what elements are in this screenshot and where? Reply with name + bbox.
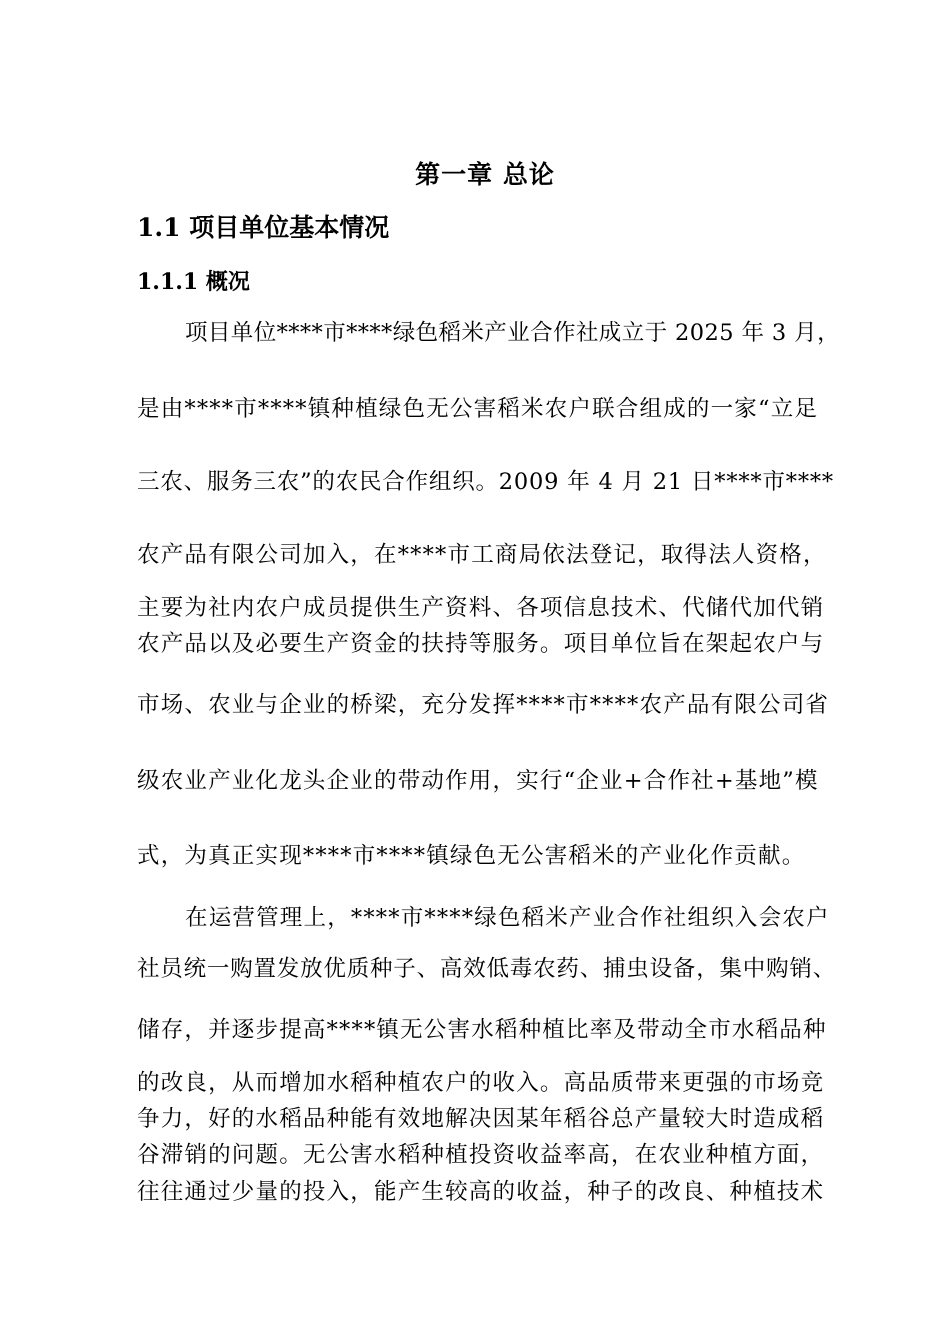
chapter-title: 第一章 总论 xyxy=(415,160,555,189)
paragraph-line: 往往通过少量的投入，能产生较高的收益，种子的改良、种植技术 xyxy=(137,1179,825,1205)
paragraph-line: 项目单位****市****绿色稻米产业合作社成立于 2025 年 3 月， xyxy=(185,320,840,346)
subsection-heading: 1.1.1 概况 xyxy=(137,269,250,295)
paragraph-line: 储存，并逐步提高****镇无公害水稻种植比率及带动全市水稻品种 xyxy=(137,1017,827,1043)
paragraph-line: 争力，好的水稻品种能有效地解决因某年稻谷总产量较大时造成稻 xyxy=(137,1106,825,1132)
paragraph-line: 主要为社内农户成员提供生产资料、各项信息技术、代储代加代销 xyxy=(137,595,825,621)
paragraph-line: 社员统一购置发放优质种子、高效低毒农药、捕虫设备，集中购销、 xyxy=(137,956,837,982)
paragraph-line: 式，为真正实现****市****镇绿色无公害稻米的产业化作贡献。 xyxy=(137,843,806,869)
paragraph-line: 三农、服务三农”的农民合作组织。2009 年 4 月 21 日****市**** xyxy=(137,469,834,495)
paragraph-line: 是由****市****镇种植绿色无公害稻米农户联合组成的一家“立足 xyxy=(137,396,819,422)
paragraph-line: 谷滞销的问题。无公害水稻种植投资收益率高，在农业种植方面， xyxy=(137,1142,825,1168)
paragraph-line: 农产品以及必要生产资金的扶持等服务。项目单位旨在架起农户与 xyxy=(137,631,825,657)
paragraph-line: 的改良，从而增加水稻种植农户的收入。高品质带来更强的市场竞 xyxy=(137,1070,825,1096)
paragraph-line: 市场、农业与企业的桥梁，充分发挥****市****农产品有限公司省 xyxy=(137,692,830,718)
paragraph-line: 在运营管理上，****市****绿色稻米产业合作社组织入会农户 xyxy=(185,905,830,931)
paragraph-line: 农产品有限公司加入，在****市工商局依法登记，取得法人资格， xyxy=(137,542,827,568)
paragraph-line: 级农业产业化龙头企业的带动作用，实行“企业+合作社+基地”模 xyxy=(137,768,819,794)
section-heading: 1.1 项目单位基本情况 xyxy=(137,213,390,242)
